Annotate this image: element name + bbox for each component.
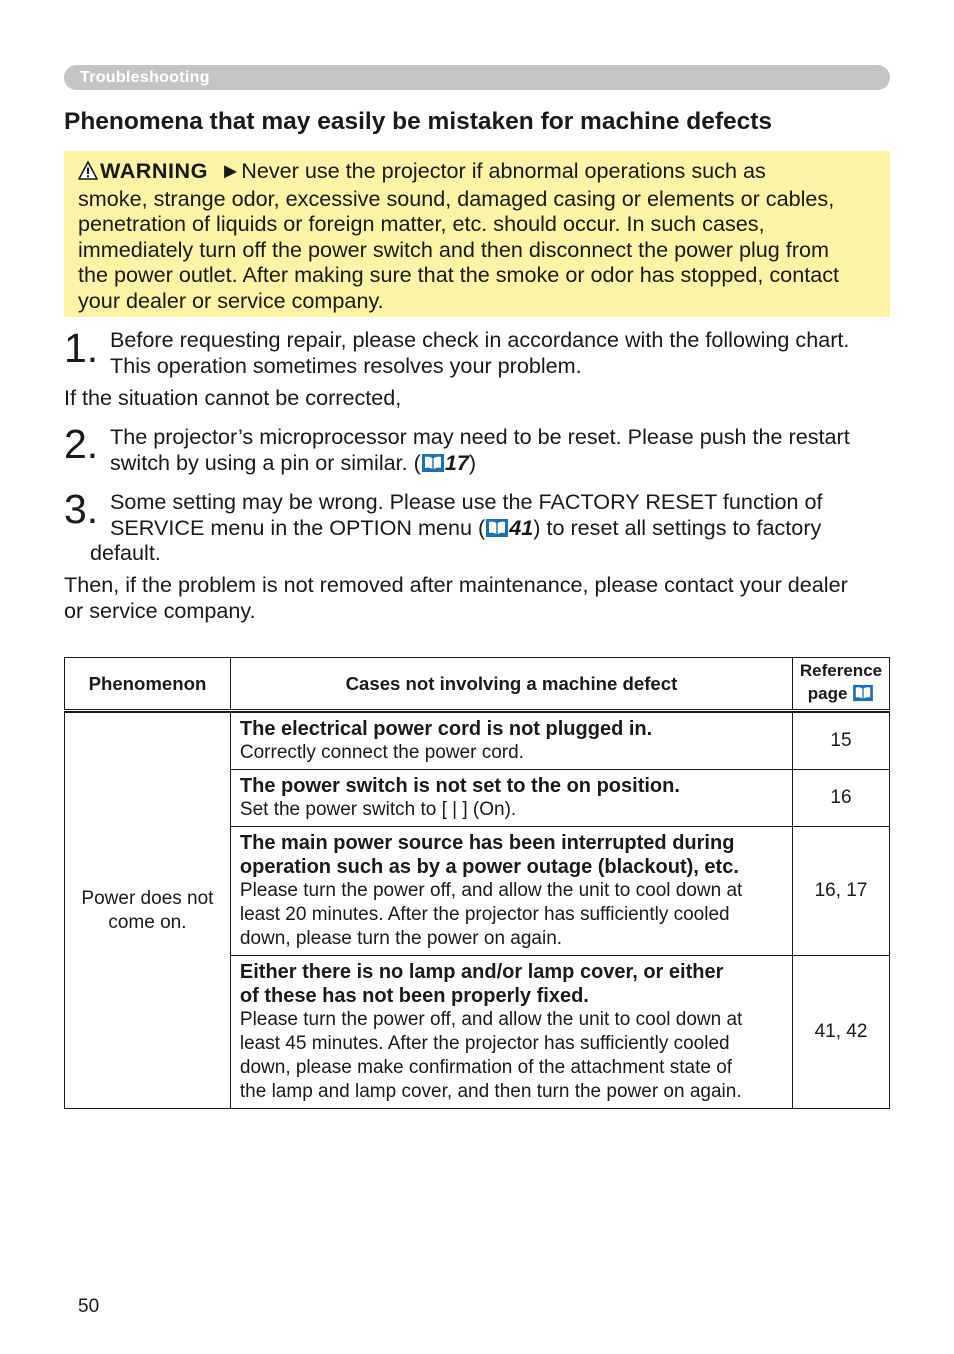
case-title-line-2: operation such as by a power outage (blackout), etc. — [239, 856, 739, 878]
reference-cell: 16 — [793, 770, 890, 827]
step-3-line-2a: SERVICE menu in the OPTION menu ( — [110, 514, 486, 540]
step-2-ref[interactable]: 17 — [444, 449, 469, 475]
step-2-line-1: The projector’s microprocessor may need to be reset. Please push the restart — [110, 424, 850, 449]
warning-line-6: your dealer or service company. — [78, 287, 384, 313]
header-reference-line-1: Reference — [799, 661, 883, 680]
case-cell — [230, 713, 792, 770]
case-title-line-2: of these has not been properly fixed. — [239, 985, 589, 1007]
warning-box — [64, 151, 890, 317]
phenomenon-line-2: come on. — [108, 911, 187, 933]
case-title-line-1: The main power source has been interrupted during — [239, 832, 735, 854]
step-2-line-2a: switch by using a pin or similar. ( — [110, 449, 421, 475]
step-1-number: 1. — [64, 325, 99, 371]
case-description-line-3: down, please turn the power on again. — [239, 928, 563, 949]
page-title: Phenomena that may easily be mistaken for machine defects — [64, 108, 773, 135]
case-description: Set the power switch to [ | ] (On). — [239, 799, 517, 820]
header-phenomenon: Phenomenon — [65, 658, 231, 711]
case-description-line-1: Please turn the power off, and allow the unit to cool down at — [239, 880, 743, 901]
case-cell — [230, 956, 792, 1109]
book-icon — [421, 453, 445, 479]
warning-marker: ► — [219, 158, 242, 183]
warning-text — [78, 158, 884, 314]
reference-cell: 15 — [793, 713, 890, 770]
reference-cell: 41, 42 — [793, 956, 890, 1109]
warning-line-5: the power outlet. After making sure that the smoke or odor has stopped, contact — [78, 262, 840, 288]
case-title-line-1: Either there is no lamp and/or lamp cover, or either — [239, 961, 724, 983]
closing-line-1: Then, if the problem is not removed after maintenance, please contact your dealer — [64, 572, 848, 597]
step-1-line-1: Before requesting repair, please check in accordance with the following chart. — [110, 327, 850, 352]
case-description-line-3: down, please make confirmation of the attachment state of — [239, 1057, 733, 1078]
step-3-line-1: Some setting may be wrong. Please use the FACTORY RESET function of — [110, 489, 823, 514]
case-cell — [230, 827, 792, 956]
warning-line-2: smoke, strange odor, excessive sound, damaged casing or elements or cables, — [78, 185, 835, 211]
case-description-line-2: least 20 minutes. After the projector has sufficiently cooled — [239, 904, 730, 925]
warning-label: WARNING — [100, 158, 208, 183]
section-label: Troubleshooting — [80, 69, 210, 86]
case-description: Correctly connect the power cord. — [239, 742, 524, 763]
phenomenon-line-1: Power does not — [81, 887, 214, 909]
closing-text — [64, 572, 894, 623]
case-title: The power switch is not set to the on position. — [239, 775, 680, 797]
step-2-text — [110, 424, 900, 478]
warning-line-4: immediately turn off the power switch and then disconnect the power plug from — [78, 236, 829, 262]
table-row — [65, 713, 890, 770]
case-title: The electrical power cord is not plugged in. — [239, 718, 653, 740]
header-reference — [793, 658, 890, 711]
between-text: If the situation cannot be corrected, — [64, 385, 402, 410]
table-header-row — [65, 658, 890, 711]
step-1-text — [110, 327, 900, 378]
book-icon — [485, 518, 509, 544]
case-description-line-2: least 45 minutes. After the projector has sufficiently cooled — [239, 1033, 730, 1054]
step-2-line-2b: ) — [468, 449, 477, 475]
case-cell — [230, 770, 792, 827]
step-3-number: 3. — [64, 486, 99, 532]
warning-line-3: penetration of liquids or foreign matter, etc. should occur. In such cases, — [78, 211, 765, 237]
closing-line-2: or service company. — [64, 597, 256, 623]
step-3-ref[interactable]: 41 — [509, 514, 534, 540]
case-description-line-4: the lamp and lamp cover, and then turn the power on again. — [239, 1081, 742, 1102]
step-2-number: 2. — [64, 421, 99, 467]
phenomenon-cell — [65, 713, 231, 1109]
page-number: 50 — [78, 1296, 100, 1317]
step-3-line-3: default. — [90, 540, 161, 565]
warning-line-1: Never use the projector if abnormal operations such as — [241, 158, 766, 183]
case-description-line-1: Please turn the power off, and allow the unit to cool down at — [239, 1009, 743, 1030]
step-3-line-2b: ) to reset all settings to factory — [533, 514, 822, 540]
warning-triangle-icon — [78, 160, 98, 186]
book-icon — [852, 684, 874, 708]
header-reference-line-2: page — [807, 684, 848, 703]
troubleshooting-table — [64, 657, 890, 1109]
section-header-bar — [64, 65, 890, 90]
step-3-text — [110, 489, 900, 543]
reference-cell: 16, 17 — [793, 827, 890, 956]
header-cases: Cases not involving a machine defect — [230, 658, 792, 711]
step-1-line-2: This operation sometimes resolves your problem. — [110, 352, 582, 378]
